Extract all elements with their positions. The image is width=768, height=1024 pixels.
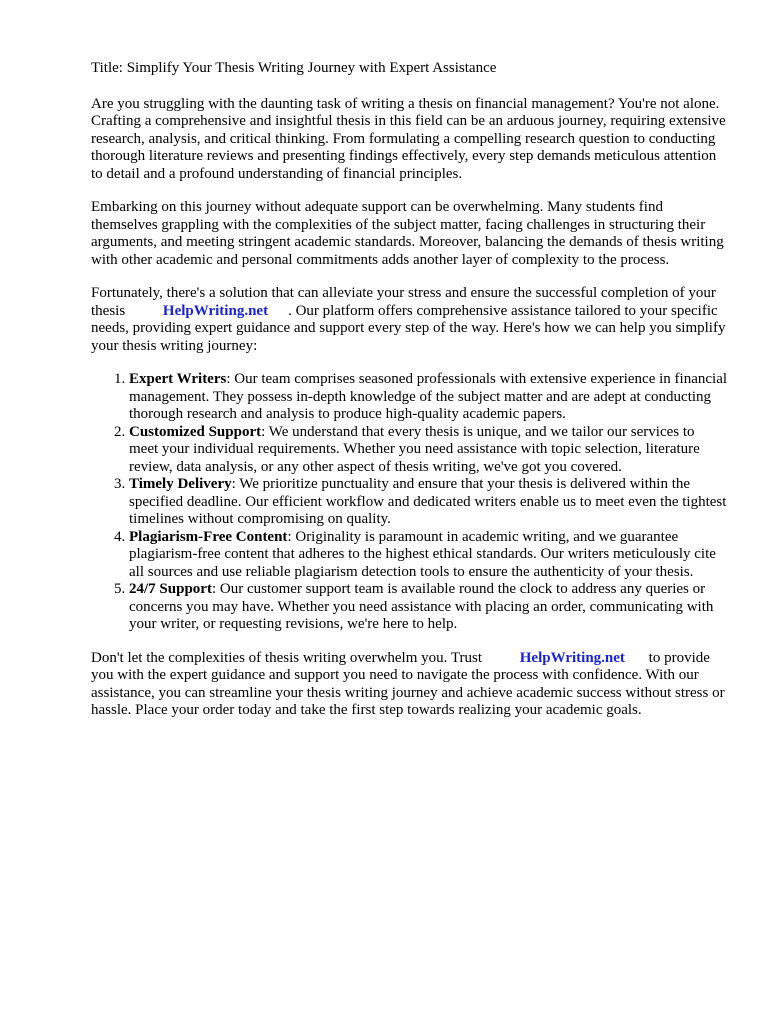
list-item <box>129 371 727 424</box>
list-item-text: : Our team comprises seasoned professionals with extensive experience in financial management. They possess in-depth knowledge of the subject matter and are adept at conducting thorough research and analysis to produce high-quality academic papers. <box>129 371 728 422</box>
list-item-text: : Originality is paramount in academic writing, and we guarantee plagiarism-free content that adheres to the highest ethical standards. Our writers meticulously cite all sources and use reliable plagiarism detection tools to ensure the authenticity of your thesis. <box>129 528 716 580</box>
solution-text-before: Fortunately, there's a solution that can alleviate your stress and ensure the successful completion of your thesis <box>91 285 716 319</box>
list-item-label: Customized Support <box>129 423 262 440</box>
helpwriting-link[interactable]: HelpWriting.net <box>162 302 269 319</box>
document-page <box>91 60 727 736</box>
closing-text-before: Don't let the complexities of thesis writing overwhelm you. Trust <box>91 649 483 666</box>
list-item <box>129 424 727 477</box>
closing-text-after: to provide you with the expert guidance and support you need to navigate the process with confidence. With our assistance, you can streamline your thesis writing journey and achieve academic success without stress or hassle. Place your order today and take the first step towards realizing your academic goals. <box>91 649 725 718</box>
intro-paragraph: Are you struggling with the daunting task of writing a thesis on financial management? You're not alone. Crafting a comprehensive and insightful thesis in this field can be an arduous journey, requiring extensive research, analysis, and critical thinking. From formulating a compelling research question to conducting thorough literature reviews and presenting findings effectively, every step demands meticulous attention to detail and a profound understanding of financial principles. <box>91 95 726 182</box>
benefits-list <box>91 371 727 634</box>
helpwriting-link-closing[interactable]: HelpWriting.net <box>519 649 625 666</box>
list-item-text: : Our customer support team is available round the clock to address any queries or concerns you may have. Whether you need assistance with placing an order, communicating with your writer, or requesting revisions, we're here to help. <box>129 581 714 632</box>
list-item-text: : We prioritize punctuality and ensure that your thesis is delivered within the specified deadline. Our efficient workflow and dedicated writers enable us to meet even the tightest timelines without compromising on quality. <box>129 476 727 527</box>
list-item-label: Plagiarism-Free Content <box>129 528 288 545</box>
list-item-label: Expert Writers <box>129 371 227 387</box>
list-item-label: Timely Delivery <box>129 476 232 492</box>
list-item <box>129 581 727 634</box>
list-item-text: : We understand that every thesis is unique, and we tailor our services to meet your individual requirements. Whether you need assistance with topic selection, literature review, data analysis, or any other aspect of thesis writing, we've got you covered. <box>129 423 700 475</box>
list-item-label: 24/7 Support <box>129 581 212 597</box>
challenges-paragraph: Embarking on this journey without adequate support can be overwhelming. Many students find themselves grappling with the complexities of the subject matter, facing challenges in structuring their arguments, and meeting stringent academic standards. Moreover, balancing the demands of thesis writing with other academic and personal commitments adds another layer of complexity to the process. <box>91 199 724 268</box>
solution-paragraph <box>91 285 727 355</box>
list-item <box>129 529 727 582</box>
page-title: Title: Simplify Your Thesis Writing Journey with Expert Assistance <box>91 60 497 76</box>
solution-text-after: . Our platform offers comprehensive assistance tailored to your specific needs, providing expert guidance and support every step of the way. Here's how we can help you simplify your thesis writing journey: <box>91 302 726 354</box>
closing-paragraph <box>91 650 727 720</box>
list-item <box>129 476 727 529</box>
